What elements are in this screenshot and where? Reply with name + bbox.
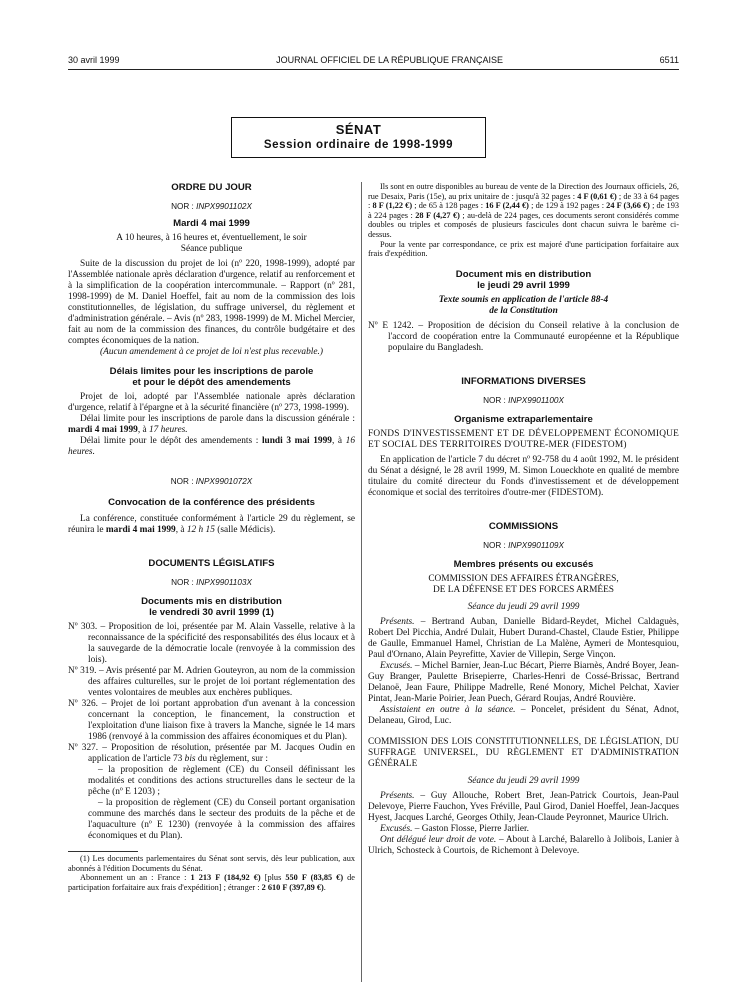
assistaient-names: – Poncelet, président du Sénat, Adnot, Delaneau, Girod, Luc. bbox=[368, 704, 679, 726]
delais-parole-paragraph bbox=[68, 414, 355, 436]
excuses-names: – Gaston Flosse, Pierre Jarlier. bbox=[412, 823, 529, 834]
footnote-1: (1) Les documents parlementaires du Sénat sont servis, dès leur publication, aux abonnés à l'édition Documents du Sénat. bbox=[68, 854, 355, 873]
text-run: ; au-delà de 224 pages, ces documents seront considérés comme doubles ou triples et composés de plusieurs fascicules dont chacun suivra le barème ci-dessus. bbox=[368, 210, 679, 239]
excuses-list bbox=[368, 824, 679, 835]
membres-heading: Membres présents ou excusés bbox=[453, 558, 594, 570]
organisme-heading: Organisme extraparlementaire bbox=[454, 413, 593, 425]
session-date-heading: Mardi 4 mai 1999 bbox=[173, 218, 250, 229]
nor-label: NOR : bbox=[171, 578, 197, 587]
seance-date: Séance du jeudi 29 avril 1999 bbox=[467, 601, 580, 612]
header-date: 30 avril 1999 bbox=[68, 55, 120, 65]
document-distribution-heading-line1: Document mis en distribution bbox=[455, 268, 592, 280]
excuses-names: – Michel Barnier, Jean-Luc Bécart, Pierre Biarnès, André Boyer, Jean-Guy Branger, Paulette Brisepierre, Charles-Henri de Cossé-Brissac, Bertrand Delanoë, Jean Faure, Philippe Madrelle, René Monory, Michel Pelchat, Xavier Pintat, Jean-Marie Poirier, Jean Puech, Gérard Roujas, André Rouvière. bbox=[368, 660, 679, 704]
price-bold: 24 F (3,66 €) bbox=[606, 201, 650, 211]
text-run: ; de 193 à 224 pages : bbox=[368, 201, 679, 220]
documents-legislatifs-heading: DOCUMENTS LÉGISLATIFS bbox=[148, 558, 275, 569]
running-header bbox=[68, 55, 679, 65]
nor-code: INPX9901103X bbox=[196, 578, 252, 587]
footnote-abonnement bbox=[68, 873, 355, 892]
documents-distribution-heading-line2: le vendredi 30 avril 1999 (1) bbox=[149, 607, 274, 618]
text-run: de participation forfaitaire aux frais d'expédition] ; étranger : bbox=[68, 873, 355, 892]
document-327-item-2: – la proposition de règlement (CE) du Conseil portant organisation commune des marchés dans le secteur des produits de la pêche et de l'aquaculture (nº E 1230) (renvoyée à la commission des affaires économiques et du Plan). bbox=[88, 798, 355, 841]
nor-code: INPX9901072X bbox=[195, 477, 253, 486]
assistaient-label: Assistaient en outre à la séance. bbox=[380, 704, 516, 715]
nor-label: NOR : bbox=[483, 540, 509, 550]
presents-names: – Guy Allouche, Robert Bret, Jean-Patrick Courtois, Jean-Paul Delevoye, Pierre Fauchon, Yves Fréville, Paul Girod, Daniel Hoeffel, Jean-Jacques Hyest, Jacques Larché, Georges Othily, Jean-Claude Peyronnet, Maurice Ulrich. bbox=[368, 790, 679, 823]
presents-names: – Bertrand Auban, Danielle Bidard-Reydet, Michel Caldaguès, Robert Del Picchia, André Dulait, Hubert Durand-Chastel, Claude Estier, Philippe de Gaulle, Emmanuel Hamel, Christian de La Malène, Aymeri de Montesquiou, Paul d'Ornano, Alain Peyrefitte, Xavier de Villepin, Serge Vinçon. bbox=[368, 616, 679, 660]
texte-soumis-line2: de la Constitution bbox=[489, 305, 558, 316]
header-page-number: 6511 bbox=[659, 55, 679, 65]
price-bold: 2 610 F (397,89 €) bbox=[261, 882, 324, 892]
text-italic: bis bbox=[184, 754, 196, 764]
delais-amendements-paragraph bbox=[68, 436, 355, 458]
header-rule bbox=[68, 69, 679, 70]
footnote-rule bbox=[68, 851, 138, 852]
document-distribution-heading-line2: le jeudi 29 avril 1999 bbox=[477, 279, 570, 291]
text-run: Nº 327. – Proposition de résolution, présentée par M. Jacques Oudin en application de l'article 73 bbox=[68, 743, 355, 764]
text-run: [plus bbox=[260, 873, 286, 883]
seance-hours: A 10 heures, à 16 heures et, éventuellement, le soir bbox=[116, 233, 307, 243]
price-bold: 550 F (83,85 €) bbox=[285, 873, 344, 883]
nor-reference bbox=[68, 577, 355, 588]
nor-code: INPX9901100X bbox=[508, 395, 564, 405]
presents-label: Présents. bbox=[380, 790, 415, 801]
text-run: La conférence, constituée conformément à l'article 29 du règlement, se réunira le bbox=[68, 514, 355, 535]
nor-reference bbox=[368, 395, 679, 406]
document-327-item-1: – la proposition de règlement (CE) du Conseil définissant les modalités et conditions des actions structurelles dans le secteur de la pêche (nº E 1203) ; bbox=[88, 765, 355, 797]
time-italic: 17 heures. bbox=[148, 425, 188, 435]
excuses-label: Excusés. bbox=[380, 823, 413, 834]
document-303: Nº 303. – Proposition de loi, présentée par M. Alain Vasselle, relative à la reconnaissance de la spécificité des responsabilités des élus locaux et à la sauvegarde de la démocratie locale (renvoyée à la commission des lois). bbox=[68, 622, 355, 665]
informations-diverses-heading: INFORMATIONS DIVERSES bbox=[461, 375, 586, 387]
correspondance-paragraph: Pour la vente par correspondance, ce prix est majoré d'une participation forfaitaire aux frais d'expédition. bbox=[368, 239, 679, 259]
excuses-list bbox=[368, 661, 679, 705]
text-run: (salle Médicis). bbox=[214, 525, 276, 535]
text-run: , à bbox=[137, 425, 149, 435]
excuses-label: Excusés. bbox=[380, 660, 413, 671]
nor-label: NOR : bbox=[170, 477, 196, 486]
nor-code: INPX9901109X bbox=[508, 540, 564, 550]
seance-publique: Séance publique bbox=[180, 244, 243, 254]
delais-projet-paragraph: Projet de loi, adopté par l'Assemblée nationale après déclaration d'urgence, relatif à l'épargne et à la sécurité financière (nº 273, 1998-1999). bbox=[68, 392, 355, 413]
commissions-heading: COMMISSIONS bbox=[488, 520, 559, 532]
time-italic: 16 heures. bbox=[68, 436, 355, 457]
text-run: Abonnement un an : France : bbox=[80, 873, 191, 883]
aucun-amendement-note: (Aucun amendement à ce projet de loi n'est plus recevable.) bbox=[100, 347, 323, 357]
text-run: Ils sont en outre disponibles au bureau de vente de la Direction des Journaux officiels, 26, rue Desaix, Paris (15e), au prix unitaire de : jusqu'à 32 pages : bbox=[368, 182, 679, 201]
text-run: ; de 129 à 192 pages : bbox=[528, 201, 607, 211]
convocation-heading: Convocation de la conférence des présidents bbox=[108, 497, 315, 508]
presents-label: Présents. bbox=[380, 616, 415, 627]
session-subtitle: Session ordinaire de 1998-1999 bbox=[263, 139, 454, 151]
texte-soumis-line1: Texte soumis en application de l'article 88-4 bbox=[438, 294, 609, 305]
time-italic: 12 h 15 bbox=[186, 525, 215, 535]
commission-affaires-etrangeres-line2: DE LA DÉFENSE ET DES FORCES ARMÉES bbox=[432, 584, 615, 595]
seance-date: Séance du jeudi 29 avril 1999 bbox=[467, 775, 580, 786]
senat-title-box bbox=[231, 117, 486, 158]
fidestom-paragraph: En application de l'article 7 du décret nº 92-758 du 4 août 1992, M. le président du Sénat a désigné, le 28 avril 1999, M. Simon Loueckhote en qualité de membre titulaire du comité directeur du Fonds d'investissement et de développement économique et social des territoires d'outre-mer (FIDESTOM). bbox=[368, 454, 679, 498]
text-run: ; de 33 à 64 pages : bbox=[368, 191, 680, 211]
delais-heading-line1: Délais limites pour les inscriptions de parole bbox=[109, 366, 314, 377]
text-run: ; de 65 à 128 pages : bbox=[412, 201, 486, 211]
price-bold: 28 F (4,27 €) bbox=[415, 210, 460, 220]
price-bold: 8 F (1,22 €) bbox=[372, 201, 413, 211]
fidestom-title: FONDS D'INVESTISSEMENT ET DE DÉVELOPPEMENT ÉCONOMIQUE ET SOCIAL DES TERRITOIRES D'OUTRE-MER (FIDESTOM) bbox=[368, 428, 679, 450]
documents-distribution-heading-line1: Documents mis en distribution bbox=[141, 596, 282, 607]
delais-heading-line2: et pour le dépôt des amendements bbox=[132, 377, 291, 388]
suite-discussion-paragraph: Suite de la discussion du projet de loi (nº 220, 1998-1999), adopté par l'Assemblée nationale après déclaration d'urgence, relatif au renforcement et à la simplification de la coopération intercommunale. – Rapport (nº 281, 1998-1999) de M. Daniel Hoeffel, fait au nom de la commission des lois constitutionnelles, de législation, du suffrage universel, du règlement et d'administration générale. – Avis (nº 283, 1998-1999) de M. Michel Mercier, fait au nom de la commission des finances, du contrôle budgétaire et des comptes économiques de la nation. bbox=[68, 259, 355, 346]
nor-label: NOR : bbox=[171, 202, 197, 211]
text-run: . bbox=[323, 882, 326, 892]
document-327 bbox=[68, 743, 355, 765]
convocation-paragraph bbox=[68, 514, 355, 536]
delegue-label: Ont délégué leur droit de vote. bbox=[380, 834, 497, 845]
price-bold: 1 213 F (184,92 €) bbox=[190, 873, 261, 883]
column-separator bbox=[361, 182, 362, 982]
nor-label: NOR : bbox=[483, 395, 509, 405]
ordre-du-jour-heading: ORDRE DU JOUR bbox=[171, 182, 252, 193]
delegue-names: – About à Larché, Balarello à Jolibois, Lanier à Ulrich, Schosteck à Courtois, de Richemont à Delevoye. bbox=[368, 834, 679, 856]
nor-code: INPX9901102X bbox=[196, 202, 252, 211]
text-run: , à bbox=[331, 436, 346, 446]
right-column bbox=[368, 182, 679, 857]
text-run: du règlement, sur : bbox=[195, 754, 268, 764]
text-run: , à bbox=[175, 525, 187, 535]
date-bold: mardi 4 mai 1999 bbox=[68, 425, 138, 435]
date-bold: lundi 3 mai 1999 bbox=[261, 436, 332, 446]
left-column bbox=[68, 182, 355, 892]
document-319: Nº 319. – Avis présenté par M. Adrien Gouteyron, au nom de la commission des affaires culturelles, sur le projet de loi portant réglementation des ventes volontaires de meubles aux enchères publiques. bbox=[68, 666, 355, 698]
assistaient-list bbox=[368, 705, 679, 727]
senat-title: SÉNAT bbox=[335, 122, 382, 137]
nor-reference bbox=[68, 476, 355, 487]
presents-list bbox=[368, 791, 679, 824]
price-bold: 4 F (0,61 €) bbox=[577, 191, 617, 201]
price-bold: 16 F (2,44 €) bbox=[485, 201, 529, 211]
commission-affaires-etrangeres-line1: COMMISSION DES AFFAIRES ÉTRANGÈRES, bbox=[428, 573, 619, 584]
commission-lois-title: COMMISSION DES LOIS CONSTITUTIONNELLES, DE LÉGISLATION, DU SUFFRAGE UNIVERSEL, DU RÈGLEMENT ET D'ADMINISTRATION GÉNÉRALE bbox=[368, 736, 679, 769]
document-e1242: Nº E 1242. – Proposition de décision du Conseil relative à la conclusion de l'accord de coopération entre la Communauté européenne et la République populaire du Bangladesh. bbox=[368, 320, 679, 353]
presents-list bbox=[368, 617, 679, 661]
text-run: Délai limite pour les inscriptions de parole dans la discussion générale : bbox=[80, 414, 355, 424]
delegue-list bbox=[368, 835, 679, 857]
nor-reference bbox=[368, 540, 679, 551]
document-326: Nº 326. – Projet de loi portant approbation d'un avenant à la concession concernant la conception, le financement, la construction et l'exploitation d'une liaison fixe à travers la Manche, signée le 14 mars 1986 (renvoyé à la commission des affaires économiques et du Plan). bbox=[68, 699, 355, 742]
date-bold: mardi 4 mai 1999 bbox=[105, 525, 176, 535]
header-journal: JOURNAL OFFICIEL DE LA RÉPUBLIQUE FRANÇAISE bbox=[276, 55, 504, 65]
vente-paragraph bbox=[368, 182, 679, 240]
nor-reference bbox=[68, 201, 355, 212]
text-run: Délai limite pour le dépôt des amendements : bbox=[80, 436, 262, 446]
